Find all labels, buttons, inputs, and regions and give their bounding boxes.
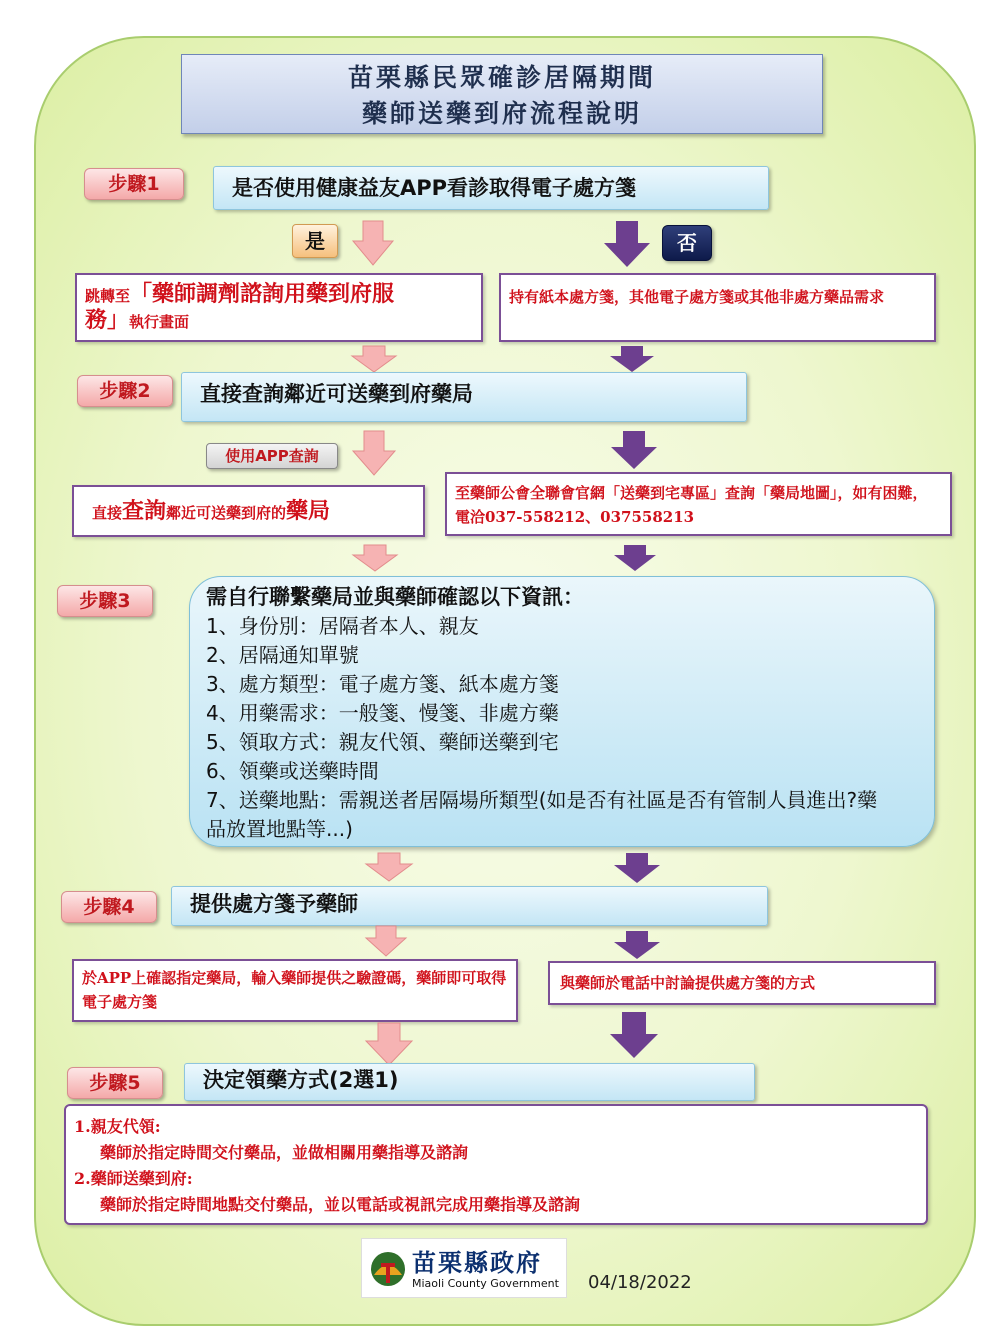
county-emblem-icon — [370, 1249, 406, 1289]
yes-box-verify-code: 於APP上確認指定藥局，輸入藥師提供之驗證碼，藥師即可取得電子處方箋 — [72, 959, 518, 1022]
purple-arrow-icon — [610, 346, 654, 372]
yes-box2-c: 鄰近可送藥到府的 — [166, 504, 287, 522]
step4-text: 提供處方箋予藥師 — [171, 886, 768, 926]
pink-arrow-icon — [352, 346, 396, 372]
purple-arrow-icon — [614, 853, 660, 883]
use-app-tag: 使用APP查詢 — [206, 443, 338, 469]
step3-item: 7、送藥地點：需親送者居隔場所類型(如是否有社區是否有管制人員進出?藥品放置地點等...) — [206, 788, 878, 841]
step5-text: 決定領藥方式(2選1) — [184, 1063, 755, 1101]
purple-arrow-icon — [614, 545, 656, 571]
pink-arrow-icon — [353, 431, 395, 475]
title-line1: 苗栗縣民眾確診居隔期間 — [347, 63, 656, 92]
step3-item: 2、居隔通知單號 — [206, 643, 359, 667]
step2-text: 直接查詢鄰近可送藥到府藥局 — [181, 372, 747, 422]
page-title — [181, 54, 823, 134]
option1-desc: 藥師於指定時間交付藥品，並做相關用藥指導及諮詢 — [100, 1143, 469, 1162]
pink-arrow-icon — [366, 1023, 412, 1065]
option2-desc: 藥師於指定時間地點交付藥品，並以電話或視訊完成用藥指導及諮詢 — [100, 1195, 581, 1214]
purple-arrow-icon — [611, 431, 657, 469]
yes-box2-b: 查詢 — [122, 498, 167, 524]
yes-box1-c: 務」 — [85, 307, 130, 333]
option2-title: 2.藥師送藥到府: — [74, 1169, 193, 1188]
yes-box-search-pharmacy — [72, 485, 425, 537]
step3-item: 3、處方類型：電子處方箋、紙本處方箋 — [206, 672, 559, 696]
step3-item: 6、領藥或送藥時間 — [206, 759, 379, 783]
purple-arrow-icon — [614, 931, 660, 959]
no-box-phone-discuss: 與藥師於電話中討論提供處方箋的方式 — [548, 961, 936, 1005]
date-label: 04/18/2022 — [588, 1272, 692, 1293]
pink-arrow-icon — [366, 926, 406, 956]
no-box-pharmacy-map: 至藥師公會全聯會官網「送藥到宅專區」查詢「藥局地圖」，如有困難，電洽037-558212、037558213 — [445, 472, 952, 536]
step5-options-box — [64, 1104, 928, 1225]
no-box-paper-prescription: 持有紙本處方箋，其他電子處方箋或其他非處方藥品需求 — [499, 273, 936, 342]
step3-info-box — [189, 576, 935, 847]
step3-item: 4、用藥需求：一般箋、慢箋、非處方藥 — [206, 701, 559, 725]
miaoli-logo — [361, 1238, 567, 1298]
title-line2: 藥師送藥到府流程說明 — [361, 99, 642, 128]
yes-box2-a: 直接 — [92, 504, 123, 522]
yes-tag: 是 — [292, 224, 338, 258]
no-tag: 否 — [662, 225, 712, 261]
yes-box2-d: 藥局 — [286, 498, 331, 524]
step2-label: 步驟2 — [77, 375, 173, 407]
step1-label: 步驟1 — [84, 168, 184, 200]
option1-title: 1.親友代領: — [74, 1117, 161, 1136]
step3-label: 步驟3 — [57, 585, 153, 617]
yes-box1-d: 執行畫面 — [129, 313, 190, 331]
step1-question: 是否使用健康益友APP看診取得電子處方箋 — [213, 166, 769, 210]
yes-box-redirect — [75, 273, 483, 342]
yes-box1-b: 「藥師調劑諮詢用藥到府服 — [130, 281, 395, 307]
step3-item: 1、身份別：居隔者本人、親友 — [206, 614, 479, 638]
pink-arrow-icon — [353, 221, 393, 265]
purple-arrow-icon — [610, 1012, 658, 1058]
org-name-cn: 苗栗縣政府 — [412, 1248, 542, 1277]
org-name-en: Miaoli County Government — [412, 1277, 559, 1290]
step4-label: 步驟4 — [61, 891, 157, 923]
step3-heading: 需自行聯繫藥局並與藥師確認以下資訊： — [206, 585, 584, 609]
purple-arrow-icon — [604, 221, 650, 267]
pink-arrow-icon — [353, 545, 397, 571]
step5-label: 步驟5 — [67, 1067, 163, 1099]
yes-box1-a: 跳轉至 — [85, 287, 131, 305]
step3-item: 5、領取方式：親友代領、藥師送藥到宅 — [206, 730, 559, 754]
pink-arrow-icon — [366, 853, 412, 881]
